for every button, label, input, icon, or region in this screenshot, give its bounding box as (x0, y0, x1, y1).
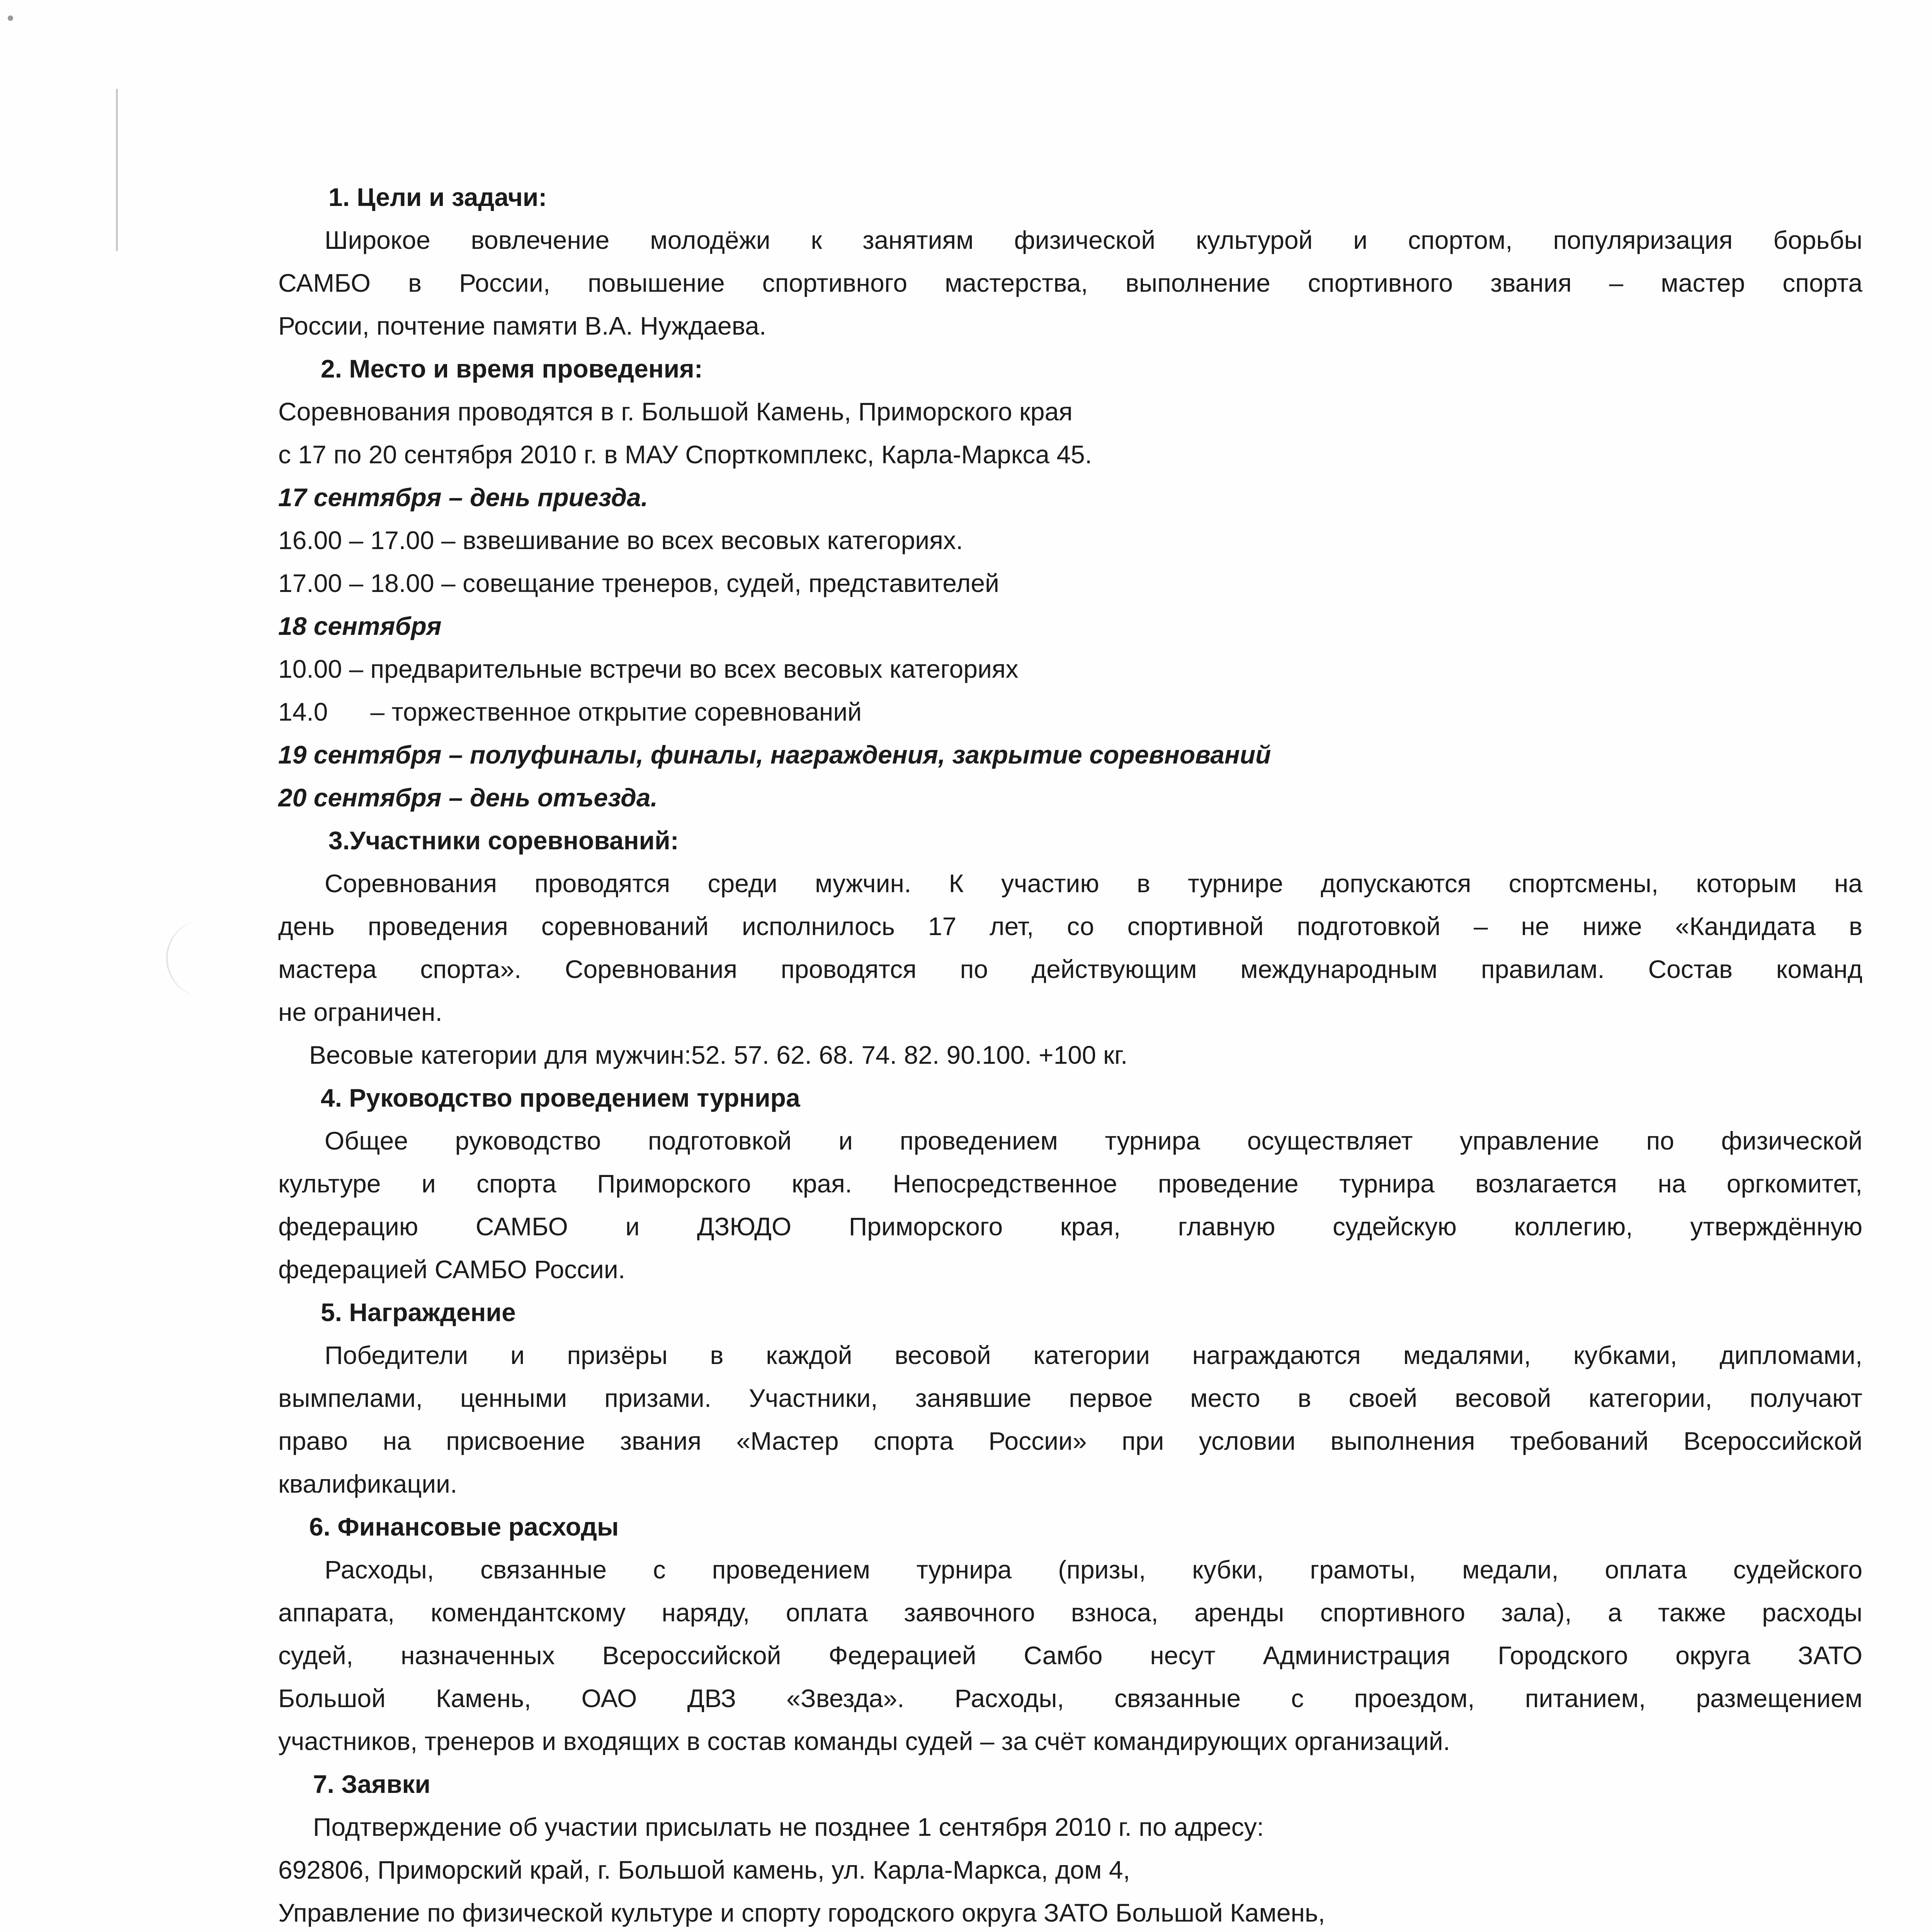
paragraph-line: федерацией САМБО России. (278, 1255, 626, 1284)
paragraph-line: мастера спорта». Соревнования проводятся по действующим международным правилам. Состав команд (278, 955, 1862, 983)
schedule-item: 16.00 – 17.00 – взвешивание во всех весовых категориях. (278, 526, 963, 554)
paragraph-line: судей, назначенных Всероссийской Федерацией Самбо несут Администрация Городского округа ЗАТО (278, 1641, 1862, 1670)
section-heading-applications: 7. Заявки (313, 1770, 431, 1798)
paragraph-line: Соревнования проводятся в г. Большой Камень, Приморского края (278, 397, 1073, 426)
section-heading-goals: 1. Цели и задачи: (328, 183, 547, 211)
schedule-text: – торжественное открытие соревнований (370, 697, 862, 726)
paragraph-line: Победители и призёры в каждой весовой категории награждаются медалями, кубками, дипломами, (325, 1341, 1862, 1369)
schedule-day-20: 20 сентября – день отъезда. (278, 783, 658, 812)
schedule-day-18: 18 сентября (278, 612, 442, 640)
schedule-time: 14.0 (278, 697, 328, 726)
paragraph-line: Общее руководство подготовкой и проведением турнира осуществляет управление по физической (325, 1126, 1862, 1155)
paragraph-line: Широкое вовлечение молодёжи к занятиям физической культурой и спортом, популяризация борьбы (325, 226, 1862, 254)
paper-curl-mark (166, 920, 214, 997)
paragraph-line: вымпелами, ценными призами. Участники, занявшие первое место в своей весовой категории, получают (278, 1384, 1862, 1412)
schedule-item (278, 690, 1862, 733)
paragraph-line: культуре и спорта Приморского края. Непосредственное проведение турнира возлагается на оргкомитет, (278, 1169, 1862, 1198)
paragraph-line: с 17 по 20 сентября 2010 г. в МАУ Спорткомплекс, Карла-Маркса 45. (278, 440, 1092, 469)
paragraph-line: квалификации. (278, 1469, 457, 1498)
weight-categories: Весовые категории для мужчин:52. 57. 62. 68. 74. 82. 90.100. +100 кг. (309, 1041, 1128, 1069)
section-heading-finance: 6. Финансовые расходы (309, 1512, 619, 1541)
schedule-item: 17.00 – 18.00 – совещание тренеров, судей, представителей (278, 569, 999, 597)
section-heading-awards: 5. Награждение (321, 1298, 516, 1327)
section-heading-management: 4. Руководство проведением турнира (321, 1083, 800, 1112)
paragraph-line: России, почтение памяти В.А. Нуждаева. (278, 311, 767, 340)
scan-speck (8, 15, 13, 21)
paragraph-line: Большой Камень, ОАО ДВЗ «Звезда». Расходы, связанные с проездом, питанием, размещением (278, 1684, 1862, 1713)
scan-margin-line (116, 89, 118, 251)
paragraph-line: Расходы, связанные с проведением турнира (призы, кубки, грамоты, медали, оплата судейского (325, 1555, 1862, 1584)
address-line: 692806, Приморский край, г. Большой камень, ул. Карла-Маркса, дом 4, (278, 1855, 1130, 1884)
schedule-item: 10.00 – предварительные встречи во всех весовых категориях (278, 655, 1019, 683)
paragraph-line: Соревнования проводятся среди мужчин. К участию в турнире допускаются спортсмены, которым на (325, 869, 1862, 898)
document-body (278, 176, 1862, 1932)
schedule-day-17: 17 сентября – день приезда. (278, 483, 648, 512)
paragraph-line: аппарата, комендантскому наряду, оплата заявочного взноса, аренды спортивного зала), а также расходы (278, 1598, 1862, 1627)
schedule-day-19: 19 сентября – полуфиналы, финалы, награждения, закрытие соревнований (278, 740, 1271, 769)
section-heading-place-time: 2. Место и время проведения: (321, 354, 703, 383)
paragraph-line: федерацию САМБО и ДЗЮДО Приморского края, главную судейскую коллегию, утверждённую (278, 1212, 1862, 1241)
paragraph-line: не ограничен. (278, 998, 442, 1026)
paragraph-line: право на присвоение звания «Мастер спорта России» при условии выполнения требований Всероссийской (278, 1427, 1862, 1455)
paragraph-line: Подтверждение об участии присылать не позднее 1 сентября 2010 г. по адресу: (313, 1813, 1264, 1841)
paragraph-line: участников, тренеров и входящих в состав команды судей – за счёт командирующих организаций. (278, 1727, 1451, 1755)
paragraph-line: САМБО в России, повышение спортивного мастерства, выполнение спортивного звания – мастер спорта (278, 269, 1862, 297)
paragraph-line: день проведения соревнований исполнилось 17 лет, со спортивной подготовкой – не ниже «Кандидата в (278, 912, 1862, 940)
address-line: Управление по физической культуре и спорту городского округа ЗАТО Большой Камень, (278, 1898, 1325, 1927)
section-heading-participants: 3.Участники соревнований: (328, 826, 679, 855)
